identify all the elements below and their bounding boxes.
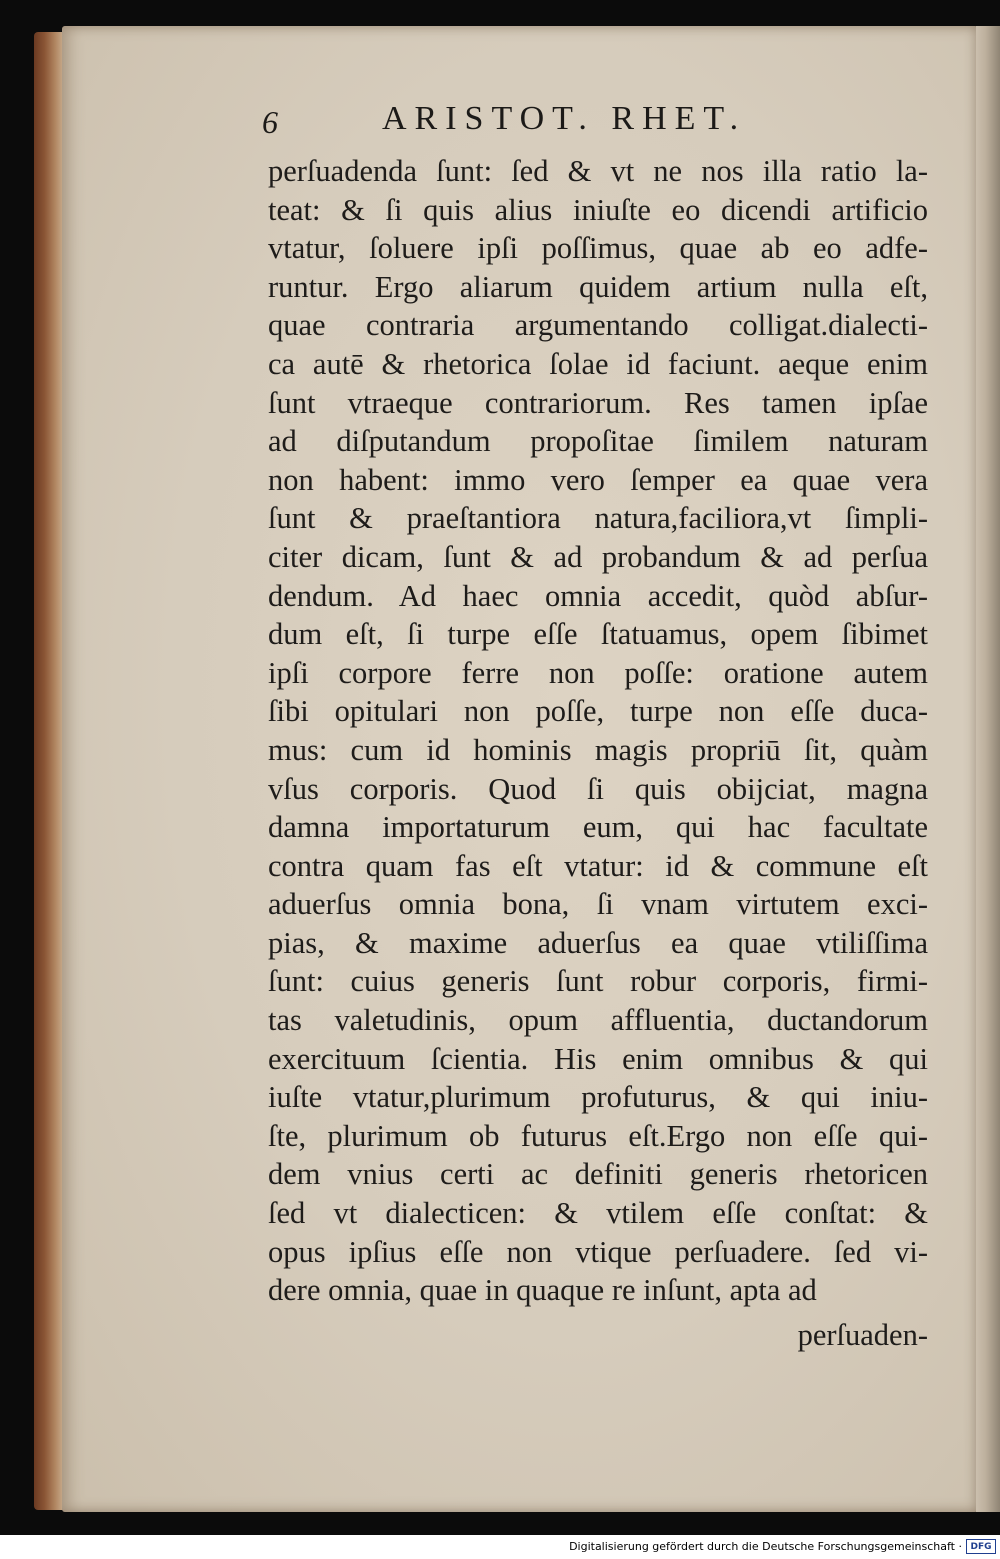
page-number: 6 <box>262 104 278 140</box>
text-line: ſunt vtraeque contrariorum. Res tamen ipſae <box>268 385 928 420</box>
footer-separator: · <box>958 1540 962 1553</box>
text-line: ca autē & rhetorica ſolae id faciunt. aeque enim <box>268 346 928 381</box>
text-line: damna importaturum eum, qui hac facultate <box>268 810 928 845</box>
footer-credit <box>569 1540 962 1553</box>
text-line: ſunt: cuius generis ſunt robur corporis, firmi- <box>268 964 928 999</box>
text-line: vſus corporis. Quod ſi quis obijciat, magna <box>268 771 928 806</box>
text-line: tas valetudinis, opum affluentia, ductandorum <box>268 1003 928 1038</box>
text-line: ipſi corpore ferre non poſſe: oratione autem <box>268 655 928 690</box>
text-line: pias, & maxime aduerſus ea quae vtiliſſima <box>268 925 928 960</box>
text-line: teat: & ſi quis alius iniuſte eo dicendi artificio <box>268 192 928 227</box>
text-line: non habent: immo vero ſemper ea quae vera <box>268 462 928 497</box>
text-line: ſte, plurimum ob futurus eſt.Ergo non eſſe qui- <box>268 1118 928 1153</box>
text-line: citer dicam, ſunt & ad probandum & ad perſua <box>268 539 928 574</box>
text-block <box>268 152 928 1310</box>
text-line: vtatur, ſoluere ipſi poſſimus, quae ab eo adfe- <box>268 231 928 266</box>
text-line: exercituum ſcientia. His enim omnibus & qui <box>268 1041 928 1076</box>
dfg-logo: DFG <box>966 1539 996 1554</box>
text-line: mus: cum id hominis magis propriū ſit, quàm <box>268 732 928 767</box>
text-line: perſuadenda ſunt: ſed & vt ne nos illa ratio la- <box>268 154 928 188</box>
running-head-title: ARISTOT. RHET. <box>382 100 747 137</box>
text-line: iuſte vtatur,plurimum profuturus, & qui iniu- <box>268 1080 928 1115</box>
text-line: opus ipſius eſſe non vtique perſuadere. ſed vi- <box>268 1234 928 1269</box>
text-line: ad diſputandum propoſitae ſimilem naturam <box>268 424 928 459</box>
page-fore-edge <box>976 26 1000 1512</box>
text-line: contra quam fas eſt vtatur: id & commune eſt <box>268 848 928 883</box>
text-line: dem vnius certi ac definiti generis rhetoricen <box>268 1157 928 1192</box>
text-line: ſunt & praeſtantiora natura,faciliora,vt ſimpli- <box>268 501 928 536</box>
text-line: dum eſt, ſi turpe eſſe ſtatuamus, opem ſibimet <box>268 617 928 652</box>
digitization-footer <box>0 1535 1000 1559</box>
book-spine-edge <box>34 32 64 1510</box>
footer-credit-text: Digitalisierung gefördert durch die Deutsche Forschungsgemeinschaft <box>569 1540 955 1553</box>
text-line: quae contraria argumentando colligat.dialecti- <box>268 308 928 343</box>
text-line: ſibi opitulari non poſſe, turpe non eſſe duca- <box>268 694 928 729</box>
text-line: dere omnia, quae in quaque re inſunt, apta ad <box>268 1273 817 1308</box>
catchword: perſuaden- <box>797 1318 928 1352</box>
text-line: dendum. Ad haec omnia accedit, quòd abſur- <box>268 578 928 613</box>
running-head <box>262 100 942 146</box>
text-line: aduerſus omnia bona, ſi vnam virtutem exci- <box>268 887 928 922</box>
text-line: ſed vt dialecticen: & vtilem eſſe conſtat: & <box>268 1196 928 1231</box>
text-line: runtur. Ergo aliarum quidem artium nulla eſt, <box>268 269 928 304</box>
